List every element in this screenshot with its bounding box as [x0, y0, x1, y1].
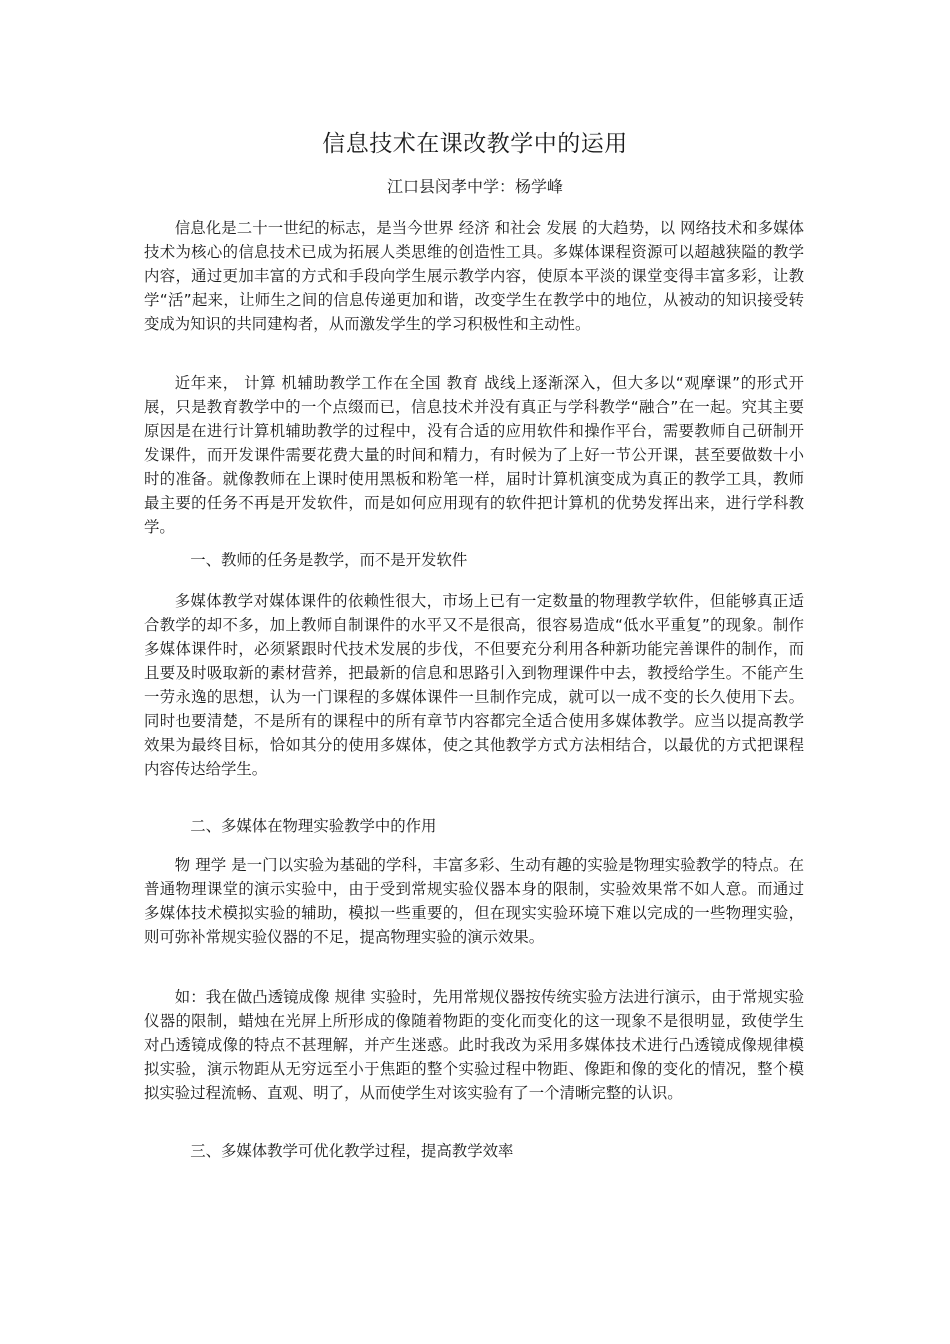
paragraph-section-2a: 物 理学 是一门以实验为基础的学科，丰富多彩、生动有趣的实验是物理实验教学的特点。在普通物理课堂的演示实验中，由于受到常规实验仪器本身的限制，实验效果常不如人意。而通过多媒体技术模拟实验的辅助，模拟一些重要的，但在现实实验环境下难以完成的一些物理实验，则可弥补常规实验仪器的不足，提高物理实验的演示效果。 [144, 856, 804, 946]
section-heading-3: 三、多媒体教学可优化教学过程，提高教学效率 [190, 1142, 514, 1160]
paragraph-intro: 信息化是二十一世纪的标志，是当今世界 经济 和社会 发展 的大趋势，以 网络技术和多媒体技术为核心的信息技术已成为拓展人类思维的创造性工具。多媒体课程资源可以超越狭隘的教学内容，通过更加丰富的方式和手段向学生展示教学内容，使原本平淡的课堂变得丰富多彩，让教学“活”起来，让师生之间的信息传递更加和谐，改变学生在教学中的地位，从被动的知识接受转变成为知识的共同建构者，从而激发学生的学习积极性和主动性。 [144, 219, 804, 333]
paragraph-section-1: 多媒体教学对媒体课件的依赖性很大，市场上已有一定数量的物理教学软件，但能够真正适合教学的却不多，加上教师自制课件的水平又不是很高，很容易造成“低水平重复”的现象。制作多媒体课件时，必须紧跟时代技术发展的步伐，不但要充分利用各种新功能完善课件的制作，而且要及时吸取新的素材营养，把最新的信息和思路引入到物理课件中去，教授给学生。不能产生一劳永逸的思想，认为一门课程的多媒体课件一旦制作完成，就可以一成不变的长久使用下去。同时也要清楚，不是所有的课程中的所有章节内容都完全适合使用多媒体教学。应当以提高教学效果为最终目标，恰如其分的使用多媒体，使之其他教学方式方法相结合，以最优的方式把课程内容传达给学生。 [144, 592, 804, 778]
document-title: 信息技术在课改教学中的运用 [322, 131, 628, 157]
document-author: 江口县闵孝中学：杨学峰 [386, 177, 563, 196]
section-heading-1: 一、教师的任务是教学，而不是开发软件 [190, 551, 468, 569]
paragraph-section-2b: 如：我在做凸透镜成像 规律 实验时，先用常规仪器按传统实验方法进行演示，由于常规实验仪器的限制，蜡烛在光屏上所形成的像随着物距的变化而变化的这一现象不是很明显，致使学生对凸透镜成像的特点不甚理解，并产生迷惑。此时我改为采用多媒体技术进行凸透镜成像规律模拟实验，演示物距从无穷远至小于焦距的整个实验过程中物距、像距和像的变化的情况，整个模拟实验过程流畅、直观、明了，从而使学生对该实验有了一个清晰完整的认识。 [144, 988, 804, 1102]
section-heading-2: 二、多媒体在物理实验教学中的作用 [190, 817, 437, 835]
paragraph-background: 近年来， 计算 机辅助教学工作在全国 教育 战线上逐渐深入，但大多以“观摩课”的形式开展，只是教育教学中的一个点缀而已，信息技术并没有真正与学科教学“融合”在一起。究其主要原因是在进行计算机辅助教学的过程中，没有合适的应用软件和操作平台，需要教师自己研制开发课件，而开发课件需要花费大量的时间和精力，有时候为了上好一节公开课，甚至要做数十小时的准备。就像教师在上课时使用黑板和粉笔一样，届时计算机演变成为真正的教学工具，教师最主要的任务不再是开发软件，而是如何应用现有的软件把计算机的优势发挥出来，进行学科教学。 [144, 374, 804, 536]
